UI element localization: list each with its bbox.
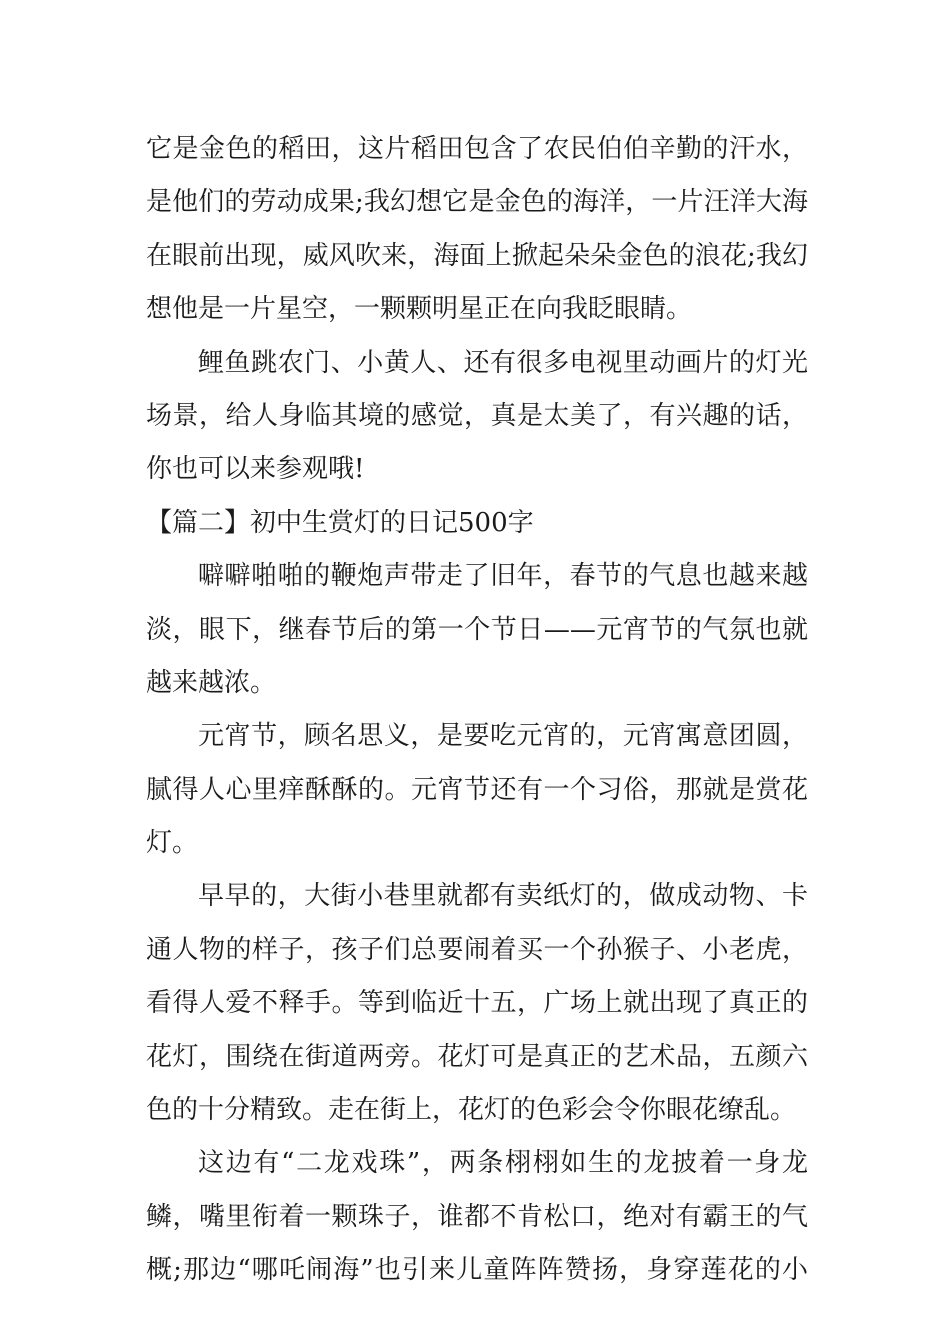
text-line: 场景，给人身临其境的感觉，真是太美了，有兴趣的话， bbox=[146, 400, 808, 431]
text-line: 越来越浓。 bbox=[146, 667, 277, 698]
text-line: 想他是一片星空，一颗颗明星正在向我眨眼睛。 bbox=[146, 294, 693, 325]
text-line: 通人物的样子，孩子们总要闹着买一个孙猴子、小老虎， bbox=[146, 934, 808, 965]
text-line: 在眼前出现，威风吹来，海面上掀起朵朵金色的浪花;我幻 bbox=[146, 240, 808, 271]
text-line: 鲤鱼跳农门、小黄人、还有很多电视里动画片的灯光 bbox=[198, 347, 808, 378]
text-line: 它是金色的稻田，这片稻田包含了农民伯伯辛勤的汗水， bbox=[146, 134, 808, 164]
heading-text: 【篇二】初中生赏灯的日记500字 bbox=[146, 507, 534, 538]
text-line: 看得人爱不释手。等到临近十五，广场上就出现了真正的 bbox=[146, 988, 808, 1019]
text-line: 元宵节，顾名思义，是要吃元宵的，元宵寓意团圆， bbox=[198, 721, 808, 752]
text-line: 色的十分精致。走在街上，花灯的色彩会令你眼花缭乱。 bbox=[146, 1095, 797, 1126]
section-heading bbox=[146, 497, 808, 550]
paragraph bbox=[146, 337, 808, 497]
text-line: 你也可以来参观哦! bbox=[146, 454, 365, 485]
text-line: 花灯，围绕在街道两旁。花灯可是真正的艺术品，五颜六 bbox=[146, 1041, 808, 1072]
text-line: 是他们的劳动成果;我幻想它是金色的海洋，一片汪洋大海 bbox=[146, 187, 808, 218]
text-line: 这边有“二龙戏珠”，两条栩栩如生的龙披着一身龙 bbox=[198, 1148, 808, 1179]
paragraph bbox=[146, 710, 808, 870]
paragraph bbox=[146, 123, 808, 337]
text-line: 鳞，嘴里衔着一颗珠子，谁都不肯松口，绝对有霸王的气 bbox=[146, 1201, 808, 1232]
document-page bbox=[146, 123, 808, 1298]
paragraph bbox=[146, 1137, 808, 1297]
paragraph bbox=[146, 870, 808, 1137]
text-line: 早早的，大街小巷里就都有卖纸灯的，做成动物、卡 bbox=[198, 881, 808, 912]
text-line: 腻得人心里痒酥酥的。元宵节还有一个习俗，那就是赏花 bbox=[146, 774, 808, 805]
text-line: 淡，眼下，继春节后的第一个节日——元宵节的气氛也就 bbox=[146, 614, 808, 645]
text-line: 灯。 bbox=[146, 828, 199, 859]
paragraph bbox=[146, 550, 808, 710]
text-line: 概;那边“哪吒闹海”也引来儿童阵阵赞扬，身穿莲花的小 bbox=[146, 1255, 808, 1286]
text-line: 噼噼啪啪的鞭炮声带走了旧年，春节的气息也越来越 bbox=[198, 561, 808, 592]
